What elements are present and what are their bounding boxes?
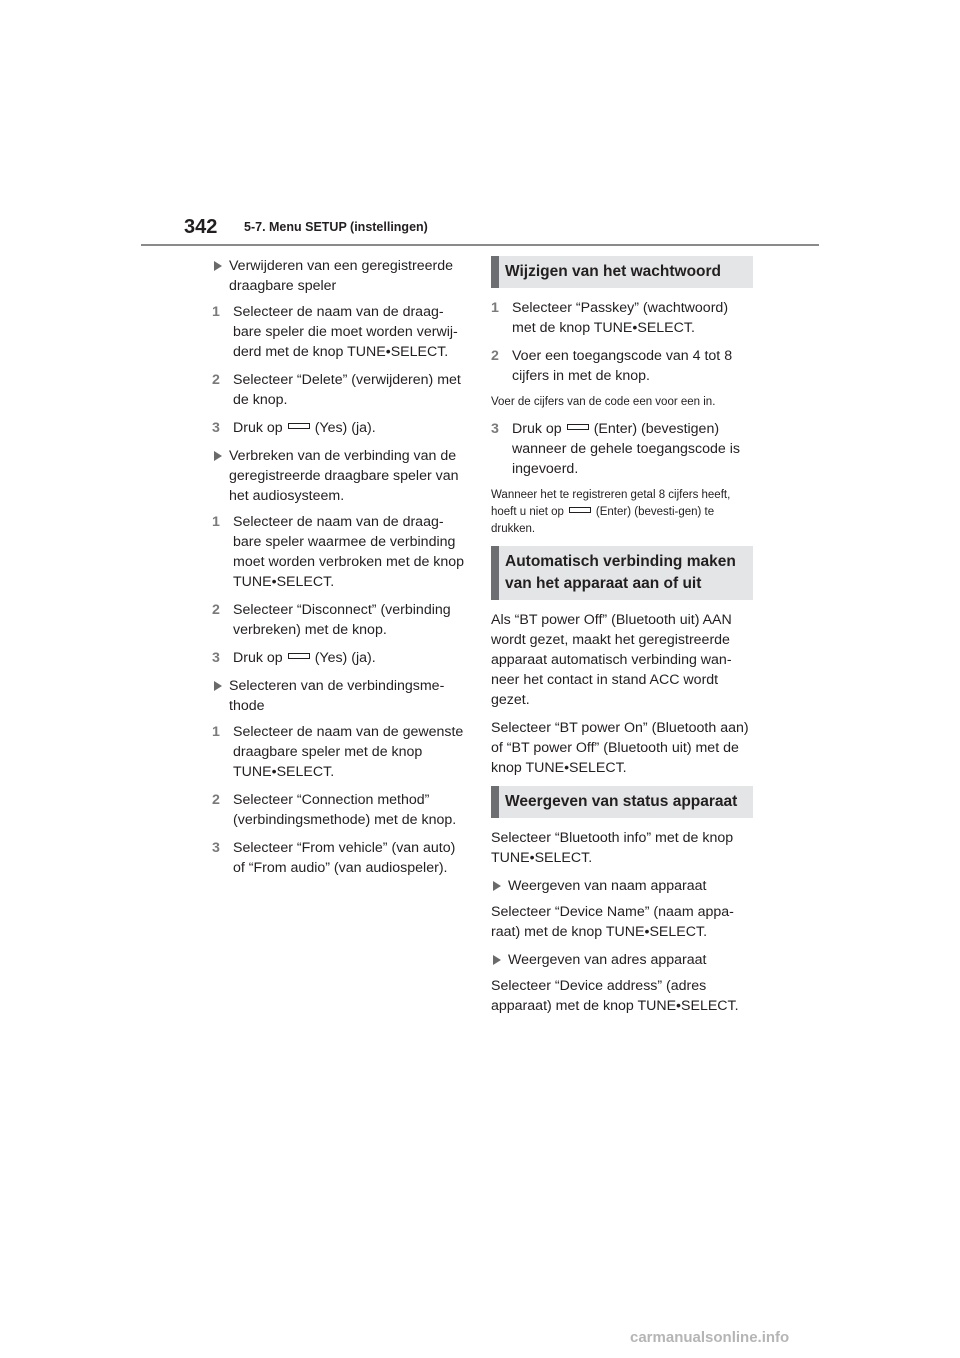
subheading	[491, 950, 753, 970]
step-text: Selecteer “Delete” (verwijderen) met de knop.	[233, 372, 461, 408]
step-number: 3	[491, 421, 499, 437]
header-divider	[141, 244, 819, 246]
step-item	[212, 512, 470, 592]
step-item	[212, 370, 470, 410]
left-column	[212, 256, 470, 886]
step-text: (Enter) (bevestigen) wanneer de gehele toegangscode is ingevoerd.	[512, 421, 740, 477]
note-text: Voer de cijfers van de code een voor een in.	[491, 396, 716, 408]
step-number: 2	[491, 348, 499, 364]
step-number: 1	[212, 724, 220, 740]
step-text: Voer een toegangscode van 4 tot 8 cijfers in met de knop.	[512, 348, 733, 384]
watermark: carmanualsonline.info	[630, 1329, 790, 1346]
triangle-icon	[493, 955, 501, 965]
step-text: Selecteer de naam van de gewenste draagbare speler met de knop TUNE•SELECT.	[233, 724, 464, 780]
paragraph: Selecteer “BT power On” (Bluetooth aan) of “BT power Off” (Bluetooth uit) met de knop TUNE•SELECT.	[491, 720, 749, 776]
button-icon	[288, 423, 310, 429]
subheading	[212, 256, 470, 296]
paragraph: Selecteer “Bluetooth info” met de knop TUNE•SELECT.	[491, 830, 734, 866]
step-text: Selecteer de naam van de draag-bare speler waarmee de verbinding moet worden verbroken met de knop TUNE•SELECT.	[233, 514, 465, 590]
step-text: Selecteer “Connection method” (verbindingsmethode) met de knop.	[233, 792, 457, 828]
section-heading: Weergeven van status apparaat	[491, 786, 753, 818]
subheading-text: Verwijderen van een geregistreerde draagbare speler	[229, 258, 453, 294]
step-text: Selecteer de naam van de draag-bare speler die moet worden verwij-derd met de knop TUNE•SELECT.	[233, 304, 458, 360]
step-text: Druk op	[233, 650, 283, 666]
subheading	[212, 676, 470, 716]
triangle-icon	[214, 681, 222, 691]
step-item	[212, 600, 470, 640]
note-text-part: (Enter) (bevesti-gen) te drukken.	[491, 506, 715, 535]
page-number: 342	[184, 216, 218, 238]
step-text: Selecteer “Passkey” (wachtwoord) met de knop TUNE•SELECT.	[512, 300, 729, 336]
step-text: (Yes) (ja).	[314, 650, 376, 666]
note-text	[491, 487, 753, 538]
section-title: 5-7. Menu SETUP (instellingen)	[244, 220, 428, 234]
step-text: Druk op	[512, 421, 562, 437]
step-item	[212, 302, 470, 362]
paragraph: Selecteer “Device Name” (naam appa-raat) met de knop TUNE•SELECT.	[491, 904, 734, 940]
subheading-text: Weergeven van naam apparaat	[508, 878, 707, 894]
step-item	[212, 722, 470, 782]
step-text: Selecteer “From vehicle” (van auto) of “From audio” (van audiospeler).	[233, 840, 456, 876]
step-number: 2	[212, 372, 220, 388]
step-number: 1	[491, 300, 499, 316]
step-number: 3	[212, 420, 220, 436]
step-number: 3	[212, 840, 220, 856]
paragraph: Selecteer “Device address” (adres apparaat) met de knop TUNE•SELECT.	[491, 978, 739, 1014]
step-number: 2	[212, 792, 220, 808]
section-heading: Wijzigen van het wachtwoord	[491, 256, 753, 288]
subheading-text: Selecteren van de verbindingsme-thode	[229, 678, 445, 714]
right-column	[491, 256, 753, 1024]
button-icon	[567, 424, 589, 430]
step-item	[212, 418, 470, 438]
button-icon	[569, 507, 591, 513]
step-item	[491, 346, 753, 386]
step-item	[212, 838, 470, 878]
step-number: 2	[212, 602, 220, 618]
triangle-icon	[214, 261, 222, 271]
step-number: 3	[212, 650, 220, 666]
step-item	[491, 298, 753, 338]
step-number: 1	[212, 514, 220, 530]
subheading-text: Verbreken van de verbinding van de geregistreerde draagbare speler van het audiosysteem.	[229, 448, 459, 504]
step-text: (Yes) (ja).	[314, 420, 376, 436]
triangle-icon	[214, 451, 222, 461]
step-item	[491, 419, 753, 479]
subheading	[212, 446, 470, 506]
step-text: Druk op	[233, 420, 283, 436]
step-item	[212, 790, 470, 830]
step-text: Selecteer “Disconnect” (verbinding verbreken) met de knop.	[233, 602, 451, 638]
paragraph: Als “BT power Off” (Bluetooth uit) AAN wordt gezet, maakt het geregistreerde apparaat automatisch verbinding wan-neer het contact in stand ACC wordt gezet.	[491, 612, 732, 708]
button-icon	[288, 653, 310, 659]
page-header	[184, 213, 484, 243]
step-item	[212, 648, 470, 668]
subheading	[491, 876, 753, 896]
note-text-part: Wanneer het te registreren getal 8 cijfers heeft, hoeft u niet op	[491, 489, 731, 518]
section-heading: Automatisch verbinding maken van het apparaat aan of uit	[491, 546, 753, 600]
triangle-icon	[493, 881, 501, 891]
subheading-text: Weergeven van adres apparaat	[508, 952, 707, 968]
step-number: 1	[212, 304, 220, 320]
